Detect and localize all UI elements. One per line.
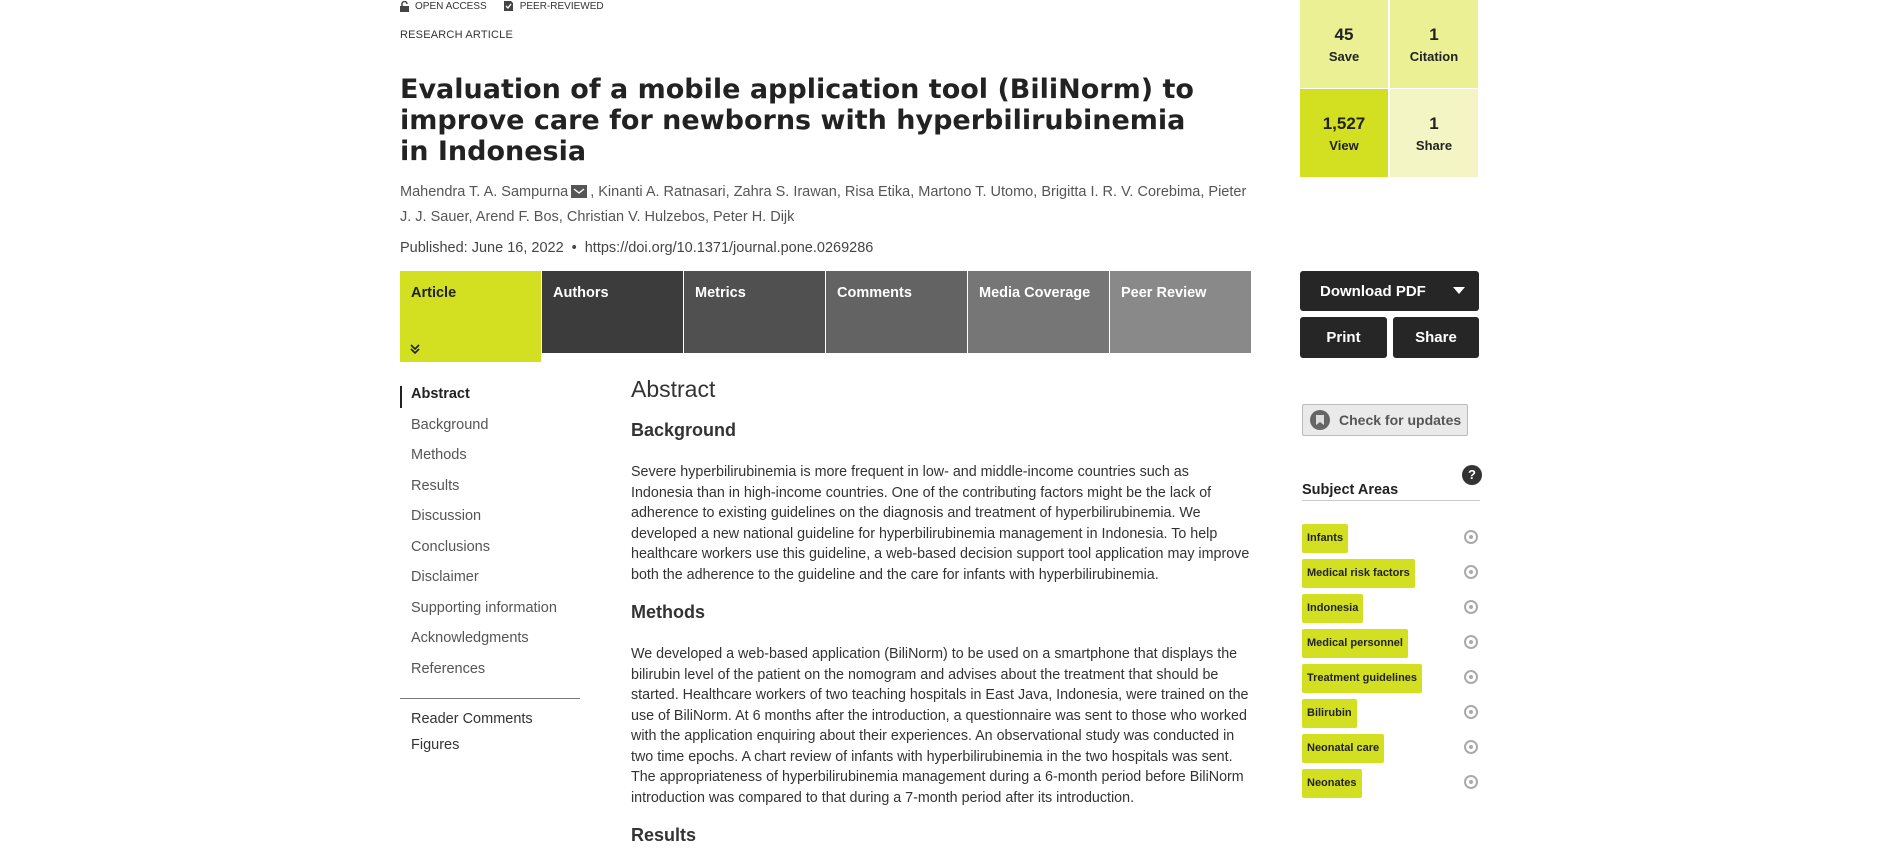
abstract-heading: Abstract <box>631 376 716 402</box>
author-link[interactable]: Mahendra T. A. Sampurna , <box>400 184 598 200</box>
methods-heading: Methods <box>631 602 705 622</box>
flag-icon[interactable] <box>1464 635 1478 649</box>
subject-item <box>1302 559 1482 594</box>
unlock-icon <box>400 1 409 12</box>
download-pdf-label: Download PDF <box>1320 282 1426 300</box>
published-date: Published: June 16, 2022 <box>400 240 564 256</box>
subject-areas-divider <box>1302 500 1480 501</box>
open-access-badge <box>400 1 487 12</box>
subject-tag[interactable]: Infants <box>1302 524 1348 553</box>
metric-citation[interactable] <box>1390 0 1478 88</box>
flag-icon[interactable] <box>1464 775 1478 789</box>
subject-item <box>1302 769 1482 804</box>
author-link[interactable]: Peter H. Dijk <box>713 209 795 225</box>
tab-article[interactable] <box>400 271 541 362</box>
tab-metrics[interactable] <box>684 271 825 353</box>
subject-tag[interactable]: Neonatal care <box>1302 734 1384 763</box>
metric-share[interactable] <box>1390 89 1478 177</box>
subject-tag[interactable]: Medical risk factors <box>1302 559 1415 588</box>
metric-label: View <box>1329 137 1359 153</box>
tab-comments[interactable] <box>826 271 967 353</box>
separator-dot: • <box>571 240 577 256</box>
check-for-updates-label: Check for updates <box>1339 412 1462 428</box>
article-body <box>631 376 1251 867</box>
nav-item-abstract[interactable]: Abstract <box>400 386 580 408</box>
metric-value: 45 <box>1334 24 1354 44</box>
metric-save[interactable] <box>1300 0 1388 88</box>
author-link[interactable]: Pieter J. J. Sauer , <box>400 184 1246 225</box>
metric-view[interactable] <box>1300 89 1388 177</box>
subject-tag[interactable]: Bilirubin <box>1302 699 1357 728</box>
tab-label: Media Coverage <box>979 285 1091 301</box>
peer-reviewed-icon <box>503 0 514 12</box>
metric-value: 1 <box>1429 113 1439 133</box>
tab-authors[interactable] <box>542 271 683 353</box>
nav-item-acknowledgments[interactable]: Acknowledgments <box>411 630 529 646</box>
author-link[interactable]: Martono T. Utomo , <box>918 184 1041 200</box>
tab-label: Article <box>411 285 457 301</box>
article-metrics <box>1300 0 1478 177</box>
subject-item <box>1302 524 1482 559</box>
author-link[interactable]: Kinanti A. Ratnasari , <box>598 184 733 200</box>
methods-text: We developed a web-based application (BiliNorm) to be used on a smartphone that displays the bilirubin level of the patient on the nomogram and advises about the treatment that should be started. Healthcare workers of two teaching hospitals in East Java, Indonesia, were trained on the use of BiliNorm. At 6 months after the introduction, a questionnaire was sent to those who worked with the application enquiring about their experiences. An observational study was conducted in two time epochs. A chart review of infants with hyperbilirubinemia in the two hospitals was sent. The appropriateness of hyperbilirubinemia management during a 6-month period before BiliNorm introduction was compared to that during a 7-month period after its introduction. <box>631 646 1249 806</box>
subject-tag[interactable]: Indonesia <box>1302 594 1363 623</box>
tab-peer-review[interactable] <box>1110 271 1251 353</box>
download-pdf-button[interactable] <box>1300 271 1479 311</box>
help-icon[interactable]: ? <box>1462 465 1482 485</box>
subject-tag[interactable]: Medical personnel <box>1302 629 1408 658</box>
nav-item-discussion[interactable]: Discussion <box>411 508 482 524</box>
author-link[interactable]: Christian V. Hulzebos , <box>567 209 713 225</box>
subject-item <box>1302 664 1482 699</box>
article-title: Evaluation of a mobile application tool (BiliNorm) to improve care for newborns with hyperbilirubinemia in Indonesia <box>400 74 1194 167</box>
author-link[interactable]: Arend F. Bos , <box>476 209 567 225</box>
tab-label: Metrics <box>695 285 746 301</box>
publication-info <box>400 240 873 256</box>
flag-icon[interactable] <box>1464 740 1478 754</box>
nav-item-disclaimer[interactable]: Disclaimer <box>411 569 479 585</box>
tab-label: Comments <box>837 285 912 301</box>
crossmark-icon <box>1309 409 1331 431</box>
flag-icon[interactable] <box>1464 600 1478 614</box>
background-text: Severe hyperbilirubinemia is more frequent in low- and middle-income countries such as Indonesia than in high-income countries. One of the contributing factors might be the lack of adherence to existing guidelines on the diagnosis and treatment of hyperbilirubinemia. We developed a new national guideline for hyperbilirubinemia management in Indonesia. To help healthcare workers use this guideline, a web-based decision support tool application may improve both the adherence to the guideline and the care for infants with hyperbilirubinemia. <box>631 464 1250 583</box>
caret-down-icon[interactable] <box>1453 287 1465 294</box>
subject-areas-list <box>1302 524 1482 804</box>
author-link[interactable]: Zahra S. Irawan , <box>734 184 845 200</box>
nav-item-reader-comments[interactable]: Reader Comments <box>411 711 533 727</box>
article-type: RESEARCH ARTICLE <box>400 29 514 41</box>
tab-media-coverage[interactable] <box>968 271 1109 353</box>
flag-icon[interactable] <box>1464 705 1478 719</box>
author-link[interactable]: Risa Etika , <box>845 184 918 200</box>
subject-item <box>1302 594 1482 629</box>
metric-value: 1,527 <box>1322 113 1366 133</box>
subject-item <box>1302 629 1482 664</box>
tab-label: Authors <box>553 285 609 301</box>
subject-item <box>1302 734 1482 769</box>
nav-item-supporting-information[interactable]: Supporting information <box>411 599 557 616</box>
flag-icon[interactable] <box>1464 565 1478 579</box>
email-icon[interactable] <box>571 185 587 198</box>
background-heading: Background <box>631 420 737 440</box>
flag-icon[interactable] <box>1464 670 1478 684</box>
metric-value: 1 <box>1429 24 1439 44</box>
article-tabs <box>400 271 1252 362</box>
author-link[interactable]: Brigitta I. R. V. Corebima , <box>1041 184 1208 200</box>
peer-reviewed-label: PEER-REVIEWED <box>519 0 604 12</box>
metric-label: Citation <box>1409 48 1459 64</box>
nav-item-results[interactable]: Results <box>411 477 460 494</box>
subject-areas-title: Subject Areas <box>1302 482 1399 498</box>
nav-divider <box>400 698 580 699</box>
nav-item-figures[interactable]: Figures <box>411 737 460 753</box>
print-button[interactable]: Print <box>1300 317 1387 358</box>
subject-tag[interactable]: Neonates <box>1302 769 1362 798</box>
nav-item-references[interactable]: References <box>411 660 486 677</box>
metric-label: Share <box>1415 137 1453 153</box>
author-list <box>400 180 1250 230</box>
tab-label: Peer Review <box>1121 285 1207 301</box>
subject-item <box>1302 699 1482 734</box>
nav-item-background[interactable]: Background <box>411 416 489 433</box>
peer-reviewed-badge <box>503 0 604 12</box>
metric-label: Save <box>1328 48 1360 64</box>
double-chevron-down-icon <box>410 344 420 354</box>
flag-icon[interactable] <box>1464 530 1478 544</box>
open-access-label: OPEN ACCESS <box>415 0 487 12</box>
results-heading: Results <box>631 825 697 845</box>
nav-item-conclusions[interactable]: Conclusions <box>411 538 490 555</box>
check-for-updates-button[interactable] <box>1302 404 1468 436</box>
access-badges <box>400 0 604 12</box>
share-button[interactable]: Share <box>1393 317 1479 358</box>
doi-link[interactable]: https://doi.org/10.1371/journal.pone.0269286 <box>584 240 874 256</box>
subject-tag[interactable]: Treatment guidelines <box>1302 664 1422 693</box>
section-nav <box>400 386 580 753</box>
nav-item-methods[interactable]: Methods <box>411 447 467 463</box>
